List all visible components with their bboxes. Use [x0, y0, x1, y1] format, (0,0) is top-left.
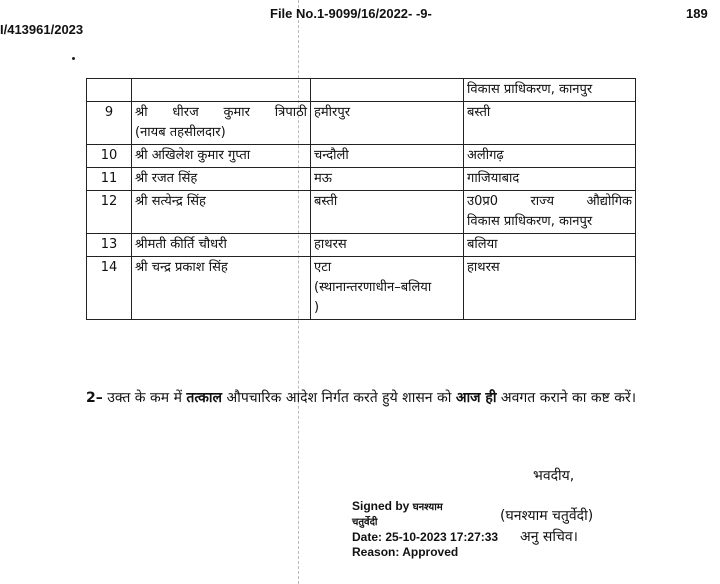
from-cell-line: एटा [314, 260, 332, 275]
to-cell-line: हाथरस [467, 260, 500, 275]
serial-cell: 9 [87, 102, 132, 145]
from-cell-line: (स्थानान्तरणाधीन–बलिया [314, 280, 432, 295]
to-cell-line: गाजियाबाद [467, 171, 520, 186]
from-cell-line: बस्ती [314, 194, 338, 209]
serial-cell [87, 79, 132, 102]
name-cell [132, 168, 311, 191]
to-cell [464, 191, 636, 234]
to-cell [464, 257, 636, 320]
name-cell-line: श्री सत्येन्द्र सिंह [135, 194, 206, 209]
serial-cell: 11 [87, 168, 132, 191]
to-cell-line: बलिया [467, 237, 498, 252]
from-cell [311, 257, 464, 320]
to-cell-line: विकास प्राधिकरण, कानपुर [467, 214, 593, 229]
table-row [87, 102, 636, 145]
para-text-1: उक्त के कम में [102, 390, 187, 406]
from-cell [311, 191, 464, 234]
digital-signature-block [352, 499, 498, 560]
salutation: भवदीय, [533, 468, 575, 484]
to-cell [464, 102, 636, 145]
name-cell-line: श्री चन्द्र प्रकाश सिंह [135, 260, 228, 275]
to-cell [464, 145, 636, 168]
from-cell-line: चन्दौली [314, 148, 349, 163]
from-cell-line: हाथरस [314, 237, 347, 252]
para-text-2: औपचारिक आदेश निर्गत करते हुये शासन को [222, 390, 456, 406]
name-cell-line: (नायब तहसीलदार) [135, 125, 226, 140]
serial-cell: 13 [87, 234, 132, 257]
instruction-paragraph [86, 385, 638, 411]
name-cell [132, 234, 311, 257]
signature-reason: Reason: Approved [352, 545, 459, 559]
para-text-3: अवगत कराने का कष्ट करें। [496, 390, 637, 406]
file-number: File No.1-9099/16/2022- -9- [270, 6, 432, 21]
to-cell-line: विकास प्राधिकरण, कानपुर [467, 82, 593, 97]
to-cell-line: अलीगढ़ [467, 148, 504, 163]
stray-mark [72, 57, 75, 60]
name-cell [132, 102, 311, 145]
officer-designation: अनु सचिव। [520, 529, 578, 545]
from-cell [311, 168, 464, 191]
para-prefix: 2– [86, 390, 103, 406]
signer-name-1: घनश्याम [412, 502, 443, 513]
from-cell [311, 79, 464, 102]
name-cell-line: श्रीमती कीर्ति चौधरी [135, 237, 227, 252]
signed-by-label: Signed by [352, 499, 410, 513]
name-cell [132, 79, 311, 102]
para-bold-immediate: तत्काल [186, 390, 223, 406]
name-cell [132, 257, 311, 320]
serial-cell: 12 [87, 191, 132, 234]
to-cell [464, 168, 636, 191]
serial-cell: 14 [87, 257, 132, 320]
to-cell [464, 79, 636, 102]
from-cell-line: हमीरपुर [314, 105, 351, 120]
serial-cell: 10 [87, 145, 132, 168]
table-row [87, 79, 636, 102]
table-row [87, 145, 636, 168]
from-cell [311, 234, 464, 257]
from-cell [311, 102, 464, 145]
from-cell-line: मऊ [314, 171, 332, 186]
name-cell-line: श्री रजत सिंह [135, 171, 198, 186]
table-row [87, 168, 636, 191]
name-cell [132, 145, 311, 168]
name-cell-line: श्री धीरज कुमार त्रिपाठी [135, 105, 307, 120]
transfer-table [86, 78, 636, 320]
table-row [87, 234, 636, 257]
to-cell-line: उ0प्र0 राज्य औद्योगिक [467, 194, 632, 209]
table-row [87, 191, 636, 234]
signature-date: Date: 25-10-2023 17:27:33 [352, 530, 499, 544]
page-number: 189 [686, 6, 708, 21]
from-cell-line: ) [314, 300, 320, 315]
to-cell [464, 234, 636, 257]
officer-name: (घनश्याम चतुर्वेदी) [500, 508, 594, 524]
from-cell [311, 145, 464, 168]
signer-name-2: चतुर्वेदी [352, 517, 378, 528]
table-row [87, 257, 636, 320]
to-cell-line: बस्ती [467, 105, 491, 120]
name-cell-line: श्री अखिलेश कुमार गुप्ता [135, 148, 251, 163]
reference-number: I/413961/2023 [0, 22, 84, 37]
name-cell [132, 191, 311, 234]
para-bold-today: आज ही [455, 390, 497, 406]
